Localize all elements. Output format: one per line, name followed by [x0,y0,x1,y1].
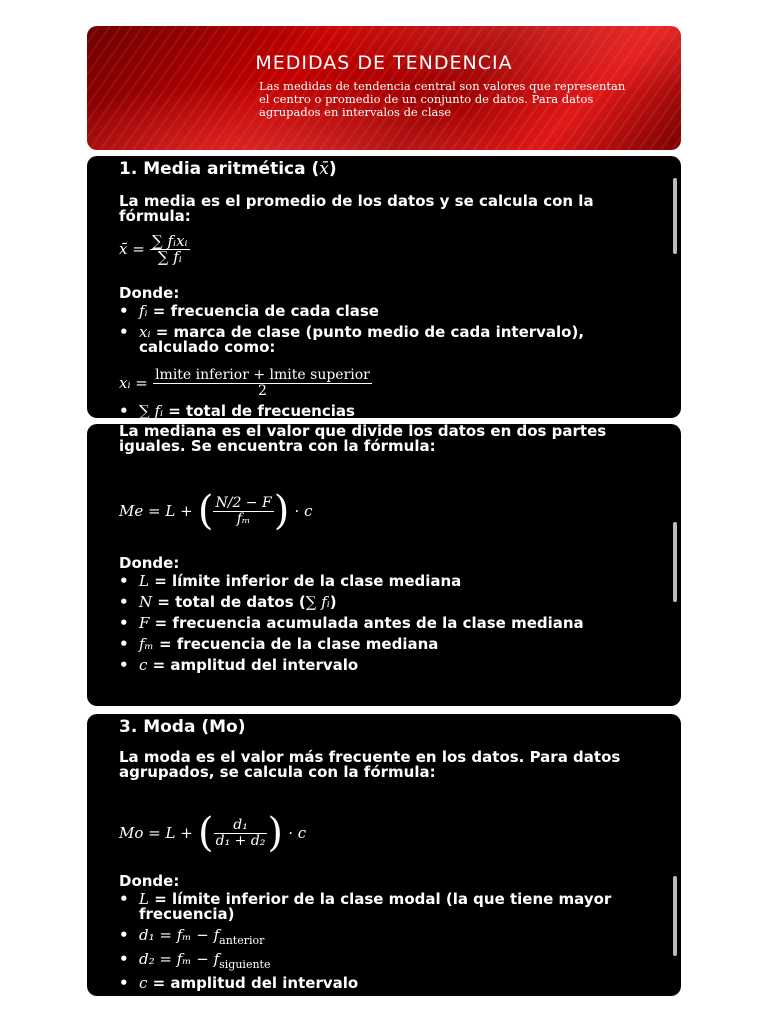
list-item: • N = total de datos (∑ fᵢ) [119,593,337,611]
mean-title: 1. Media aritmética (x̄) [119,159,337,179]
mean-list [119,304,641,355]
scrollbar[interactable] [673,522,677,602]
class-mark-formula: xᵢ = $\frac{\text{lmite inferior + lmite superior}}{2}$ [119,367,370,399]
right-paren-icon: ) [273,488,290,534]
mean-formula: x̄ = $\frac{\text{∑ fᵢxᵢ}}{\text{∑ fᵢ}}$ [119,232,188,266]
mode-list [119,892,641,991]
mean-fraction: $\frac{\text{∑ fᵢxᵢ}}{\text{∑ fᵢ}}$ [152,232,188,266]
list-item: • L = límite inferior de la clase mediana [119,572,462,590]
mode-card[interactable] [87,714,681,996]
list-item: • $d_1 = f_m - f_{anterior}$ [119,926,265,947]
left-paren-icon: ( [198,810,214,856]
mean-card[interactable] [87,156,681,418]
list-item: • F = frecuencia acumulada antes de la clase mediana [119,614,584,632]
mean-intro: La media es el promedio de los datos y se calcula con la fórmula: [119,192,594,225]
mode-fraction: $\frac{\text{d₁}}{\text{d₁ + d₂}}$ [215,817,266,849]
list-item: • c = amplitud del intervalo [119,974,359,992]
mean-list-end [119,404,641,418]
list-item: • L = límite inferior de la clase modal (la que tiene mayor frecuencia) [119,890,612,923]
list-item: • $d_2 = f_m - f_{siguiente}$ [119,950,271,971]
mean-donde: Donde: [119,284,180,302]
scrollbar[interactable] [673,876,677,956]
page-title: MEDIDAS DE TENDENCIA [255,52,513,74]
list-item: • c = amplitud del intervalo [119,656,359,674]
mode-donde: Donde: [119,872,180,890]
list-item: • xᵢ = marca de clase (punto medio de cada intervalo), calculado como: [119,323,585,356]
right-paren-icon: ) [267,810,284,856]
list-item: • fᵢ = frecuencia de cada clase [119,302,379,320]
header-banner [87,26,681,150]
mode-formula: Mo = L + ( $\frac{\text{d₁}}{\text{d₁ + d₂}}$ ) · c [119,810,307,856]
class-mark-fraction: $\frac{\text{lmite inferior + lmite superior}}{2}$ [155,367,370,399]
left-paren-icon: ( [197,488,214,534]
median-intro: La mediana es el valor que divide los datos en dos partes iguales. Se encuentra con la fórmula: [119,424,607,455]
median-list [119,574,641,673]
mode-intro: La moda es el valor más frecuente en los datos. Para datos agrupados, se calcula con la fórmula: [119,748,621,781]
mode-title: 3. Moda (Mo) [119,717,246,737]
median-fraction: $\frac{N/2 - F}{\text{fₘ}}$ [215,495,272,527]
intro-text: Las medidas de tendencia central son valores que representan el centro o promedio de un conjunto de datos. Para datos agrupados en intervalos de clase [259,79,626,119]
scrollbar[interactable] [673,178,677,254]
median-card[interactable] [87,424,681,706]
median-donde: Donde: [119,554,180,572]
list-item: • ∑ fᵢ = total de frecuencias [119,402,355,418]
list-item: • fₘ = frecuencia de la clase mediana [119,635,439,653]
median-formula: Me = L + ( $\frac{N/2 - F}{\text{fₘ}}$ ) · c [119,488,313,534]
